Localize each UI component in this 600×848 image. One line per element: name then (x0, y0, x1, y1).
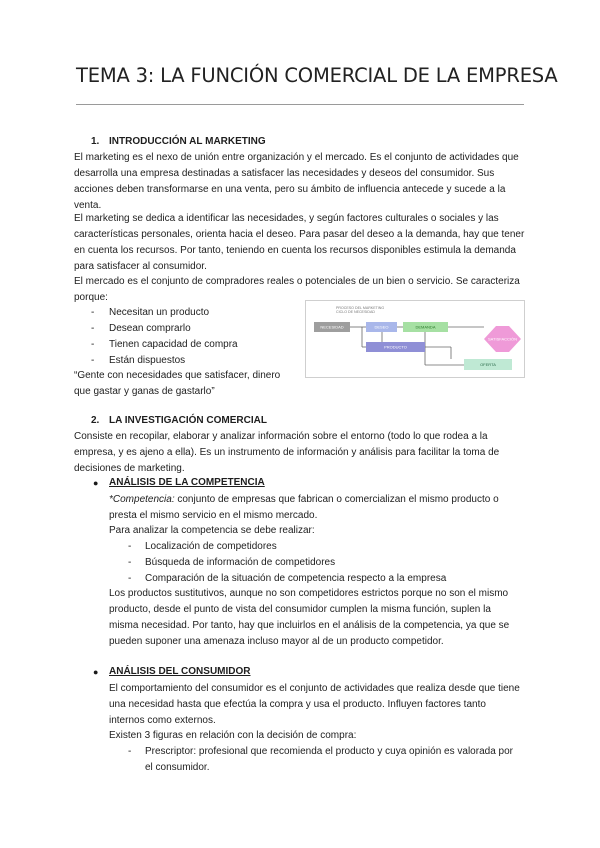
competencia-term: *Competencia: (109, 494, 175, 505)
section-1-line: El marketing es el nexo de unión entre organización y el mercado. Es el conjunto de actividades que (74, 152, 519, 163)
box-producto-label: PRODUCTO (384, 344, 407, 350)
competencia-def-text: conjunto de empresas que fabrican o comercializan el mismo producto o (174, 494, 499, 505)
section-1-line: acciones deben transformarse en una venta, pero su ámbito de influencia antecede y sucede a la (74, 184, 506, 195)
diagram-caption: PROCESO DEL MARKETING (336, 306, 385, 310)
list-dash: - (91, 339, 95, 350)
section-2-number: 2. (91, 415, 100, 426)
section-1-line: desarrolla una empresa destinadas a satisfacer las necesidades y deseos del consumidor. Sus (74, 168, 495, 179)
marketing-cycle-diagram (305, 300, 525, 378)
section-1-line: El marketing se dedica a identificar las necesidades, y según factores culturales o sociales y las (74, 213, 499, 224)
competencia-list-item: Localización de competidores (145, 541, 277, 552)
section-1-line: porque: (74, 292, 108, 303)
competencia-heading: ANÁLISIS DE LA COMPETENCIA (109, 477, 265, 488)
market-list-item: Tienen capacidad de compra (109, 339, 238, 350)
box-necesidad-label: NECESIDAD (320, 324, 344, 330)
box-oferta-label: OFERTA (480, 362, 496, 367)
competencia-def-line: presta el mismo servicio en el mismo mercado. (109, 510, 318, 521)
section-1-line: características personales, orienta hacia el deseo. Para pasar del deseo a la demanda, hay que tener (74, 229, 525, 240)
consumidor-heading: ANÁLISIS DEL CONSUMIDOR (109, 666, 251, 677)
section-2-heading: LA INVESTIGACIÓN COMERCIAL (109, 415, 267, 426)
bullet-icon: ● (93, 478, 99, 488)
competencia-line: Los productos sustitutivos, aunque no son competidores estrictos porque no son el mismo (109, 588, 509, 599)
consumidor-line: Existen 3 figuras en relación con la decisión de compra: (109, 730, 357, 741)
consumidor-line: internos como externos. (109, 715, 216, 726)
competencia-intro: Para analizar la competencia se debe realizar: (109, 525, 315, 536)
section-2-line: Consiste en recopilar, elaborar y analizar información sobre el entorno (todo lo que rodea a la (74, 431, 488, 442)
diagram-caption: CICLO DE NECESIDAD (336, 310, 375, 314)
competencia-list-item: Comparación de la situación de competencia respecto a la empresa (145, 573, 447, 584)
market-list-item: Están dispuestos (109, 355, 186, 366)
competencia-list-item: Búsqueda de información de competidores (145, 557, 336, 568)
section-1-number: 1. (91, 136, 100, 147)
list-dash: - (128, 557, 132, 568)
market-list-item: Necesitan un producto (109, 307, 210, 318)
list-dash: - (91, 323, 95, 334)
competencia-line: pueden suponer una amenaza incluso mayor al de un producto competidor. (109, 636, 444, 647)
box-deseo-label: DESEO (374, 324, 389, 330)
shape-satisfaccion-label: SATISFACCIÓN (487, 336, 518, 342)
quote-line: que gastar y ganas de gastarlo” (74, 386, 215, 397)
quote-line: “Gente con necesidades que satisfacer, dinero (74, 370, 281, 381)
section-1-line: para satisfacer al consumidor. (74, 261, 207, 272)
section-1-line: en cuenta los recursos. Por tanto, teniendo en cuenta los recursos disponibles estimula la demanda (74, 245, 516, 256)
consumidor-line: una necesidad hasta que efectúa la compra y usa el producto. Influyen factores tanto (109, 699, 486, 710)
section-2-line: empresa, y es ajeno a ella). Es un instrumento de información y análisis para facilitar la toma de (74, 447, 500, 458)
competencia-definition (109, 492, 499, 508)
competencia-line: misma necesidad. Por tanto, hay que incluirlos en el análisis de la competencia, ya que se (109, 620, 510, 631)
consumidor-list-item: Prescriptor: profesional que recomienda el producto y cuya opinión es valorada por (145, 746, 513, 757)
list-dash: - (91, 307, 95, 318)
box-demanda-label: DEMANDA (415, 324, 436, 330)
section-1-heading: INTRODUCCIÓN AL MARKETING (109, 136, 266, 147)
section-1-line: venta. (74, 200, 102, 211)
section-1-line: El mercado es el conjunto de compradores reales o potenciales de un bien o servicio. Se caracteriza (74, 276, 520, 287)
page-title: TEMA 3: LA FUNCIÓN COMERCIAL DE LA EMPRESA (76, 64, 558, 87)
market-list-item: Desean comprarlo (109, 323, 191, 334)
list-dash: - (128, 746, 132, 757)
section-2-line: decisiones de marketing. (74, 463, 185, 474)
list-dash: - (128, 573, 132, 584)
competencia-line: producto, desde el punto de vista del consumidor cumplen la misma función, suplen la (109, 604, 491, 615)
list-dash: - (91, 355, 95, 366)
title-divider (76, 104, 524, 105)
list-dash: - (128, 541, 132, 552)
consumidor-line: El comportamiento del consumidor es el conjunto de actividades que realiza desde que tiene (109, 683, 520, 694)
consumidor-list-item-cont: el consumidor. (145, 762, 210, 773)
bullet-icon: ● (93, 667, 99, 677)
